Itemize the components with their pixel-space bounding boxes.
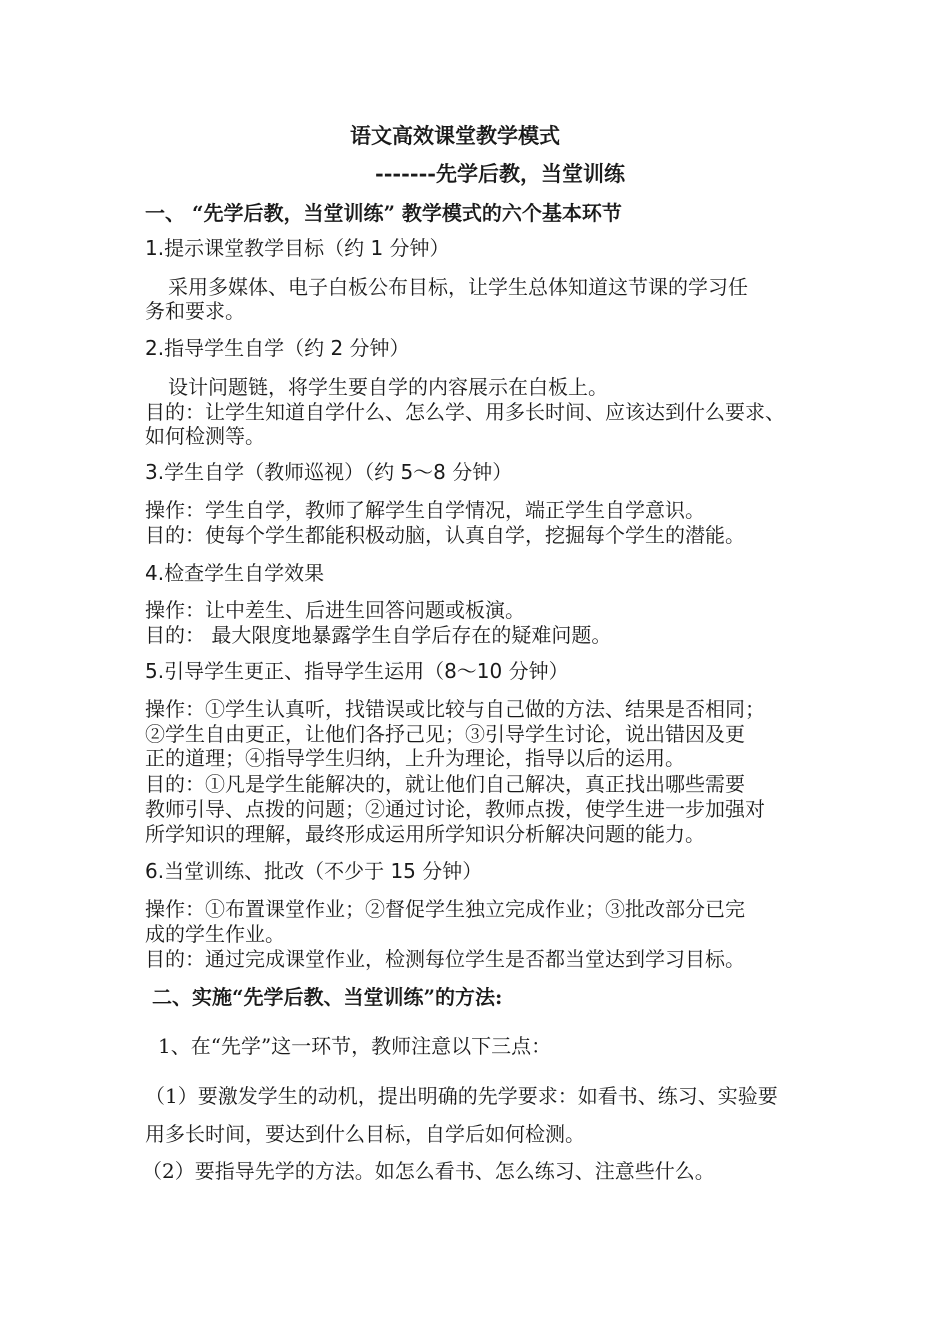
step-5-text: ②学生自由更正，让他们各抒己见；③引导学生讨论，说出错因及更	[145, 722, 745, 746]
step-3-text: 目的：使每个学生都能积极动脑，认真自学，挖掘每个学生的潜能。	[145, 523, 745, 547]
section-2-subheading: 1、在“先学”这一环节，教师注意以下三点：	[158, 1034, 552, 1058]
section-2-heading: 二、实施“先学后教、当堂训练”的方法:	[152, 985, 503, 1009]
section-2-point: 用多长时间，要达到什么目标，自学后如何检测。	[145, 1122, 585, 1146]
step-6-text: 目的：通过完成课堂作业，检测每位学生是否都当堂达到学习目标。	[145, 947, 745, 971]
step-4-heading: 4.检查学生自学效果	[145, 561, 325, 585]
step-3-heading: 3.学生自学（教师巡视）（约 5～8 分钟）	[145, 460, 513, 484]
section-2-point: （2）要指导先学的方法。如怎么看书、怎么练习、注意些什么。	[142, 1159, 715, 1183]
step-6-text: 成的学生作业。	[145, 922, 285, 946]
document-subtitle: -------先学后教，当堂训练	[374, 161, 625, 186]
step-6-text: 操作：①布置课堂作业；②督促学生独立完成作业；③批改部分已完	[145, 897, 745, 921]
step-1-heading: 1.提示课堂教学目标（约 1 分钟）	[145, 236, 450, 260]
document-title: 语文高效课堂教学模式	[350, 123, 560, 148]
step-3-text: 操作：学生自学，教师了解学生自学情况，端正学生自学意识。	[145, 498, 705, 522]
step-2-text: 设计问题链，将学生要自学的内容展示在白板上。	[168, 375, 608, 399]
step-1-text: 务和要求。	[145, 299, 245, 323]
step-2-text: 目的：让学生知道自学什么、怎么学、用多长时间、应该达到什么要求、	[145, 400, 785, 424]
step-5-text: 正的道理；④指导学生归纳，上升为理论，指导以后的运用。	[145, 746, 685, 770]
step-2-heading: 2.指导学生自学（约 2 分钟）	[145, 336, 410, 360]
step-6-heading: 6.当堂训练、批改（不少于 15 分钟）	[145, 859, 483, 883]
step-4-text: 操作：让中差生、后进生回答问题或板演。	[145, 598, 525, 622]
step-5-heading: 5.引导学生更正、指导学生运用（8～10 分钟）	[145, 659, 569, 683]
step-4-text: 目的： 最大限度地暴露学生自学后存在的疑难问题。	[145, 623, 612, 647]
step-5-text: 操作：①学生认真听，找错误或比较与自己做的方法、结果是否相同；	[145, 697, 765, 721]
section-1-heading: 一、 “先学后教，当堂训练” 教学模式的六个基本环节	[145, 201, 622, 225]
step-5-text: 教师引导、点拨的问题；②通过讨论，教师点拨，使学生进一步加强对	[145, 797, 765, 821]
section-2-point: （1）要激发学生的动机，提出明确的先学要求：如看书、练习、实验要	[145, 1084, 778, 1108]
step-5-text: 目的：①凡是学生能解决的，就让他们自己解决，真正找出哪些需要	[145, 772, 745, 796]
step-1-text: 采用多媒体、电子白板公布目标，让学生总体知道这节课的学习任	[168, 275, 748, 299]
step-2-text: 如何检测等。	[145, 424, 265, 448]
step-5-text: 所学知识的理解，最终形成运用所学知识分析解决问题的能力。	[145, 822, 705, 846]
